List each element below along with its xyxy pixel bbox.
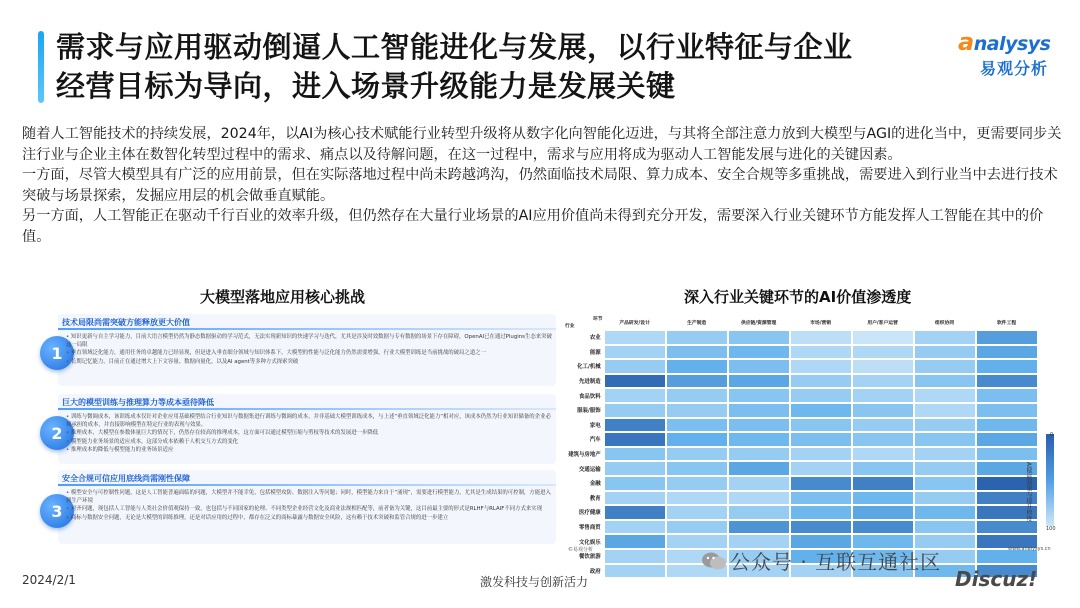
heatmap-cell <box>976 447 1038 462</box>
heatmap-cell <box>976 374 1038 389</box>
challenge-heading: 技术局限尚需突破方能释放更大价值 <box>62 318 190 327</box>
heatmap-cell <box>976 345 1038 360</box>
heatmap-cell <box>852 418 914 433</box>
challenge-body: • 知识更新与自主学习能力，目前大语言模型仍然为静态数据驱动的学习范式，无法实现新知识的快速学习与迭代，尤其是涉及时效数据与专有数据的场景下存在障碍，OpenAI已在通过Plugins生态来突破这一局限 • 垂直领域泛化能力，通用任务的卓越能力已经显现，但是进入垂直细分领域与知识体系下，大模型的性能与泛化能力仍然需要增强，行业大模型训练是当前挑战的破局之道之一 • 长期记忆能力，目前正在通过增大上下文容量、数据向量化，以及AI agent等多种方式探索突破 <box>66 333 554 366</box>
heatmap-cell <box>666 491 728 506</box>
heatmap-cell <box>790 359 852 374</box>
intro-text <box>22 124 1062 248</box>
heatmap-cell <box>666 461 728 476</box>
heatmap-cell <box>914 388 976 403</box>
heatmap-cell <box>604 534 666 549</box>
heatmap-row-label: 餐饮旅游 <box>579 554 601 561</box>
footer-date: 2024/2/1 <box>22 573 76 587</box>
heatmap-row-label: 农业 <box>589 335 601 342</box>
heatmap-cell <box>604 549 666 564</box>
heatmap-cell <box>914 359 976 374</box>
heatmap-cell <box>728 491 790 506</box>
heatmap-row-label: 金融 <box>589 481 601 488</box>
heatmap-row-label: 建筑与房地产 <box>568 452 601 459</box>
heatmap-column-label: 供应链/资源管理 <box>740 320 777 326</box>
challenges-panel <box>38 314 560 544</box>
number-badge: 3 <box>40 494 74 528</box>
heatmap-cell <box>728 418 790 433</box>
page-title-line2: 经营目标为导向，进入场景升级能力是发展关键 <box>56 69 676 103</box>
heatmap-cell <box>666 432 728 447</box>
heatmap-cell <box>790 403 852 418</box>
title-accent-bar <box>38 31 44 103</box>
heatmap-cell <box>666 359 728 374</box>
wechat-icon <box>701 551 727 571</box>
heatmap-cell <box>604 505 666 520</box>
heatmap-column-label: 市场/营销 <box>810 320 832 326</box>
heatmap-cell <box>604 418 666 433</box>
heatmap-cell <box>604 491 666 506</box>
right-panel-title: 深入行业关键环节的AI价值渗透度 <box>684 288 912 306</box>
heatmap-cell <box>790 330 852 345</box>
heatmap-cell <box>604 476 666 491</box>
heatmap-row-label: 教育 <box>589 495 601 502</box>
heatmap-row-label: 能源 <box>589 349 601 356</box>
challenge-body: • 训练与微调成本，该训练成本仅针对企业应用基础模型结合行业知识与数据集进行训练与微调的成本，并非基础大模型训练成本，与上述“垂直领域泛化能力”相对应，该成本仍然为行业知识储备的企业必须承担的成本，并直接影响模型在特定行业的表现与效果。 • 推理成本，大模型在参数体量巨大的情况下，仍然存在较高的推理成本，这方面可以通过模型压缩与剪枝等技术的发展进一步降低 • 模型能力业务场景的适应成本，这部分成本依赖于人机交互方式的变化 • 推理成本的降低与模型能力的业务场景适应 <box>66 413 554 454</box>
heatmap-cell <box>604 359 666 374</box>
heatmap-column-label: 组织协同 <box>935 320 955 326</box>
heatmap-cell <box>914 491 976 506</box>
heatmap-cell <box>728 461 790 476</box>
heatmap-cell <box>914 432 976 447</box>
heatmap-cell <box>728 388 790 403</box>
heatmap-cell <box>728 520 790 535</box>
heatmap-cell <box>852 491 914 506</box>
heatmap-row-label: 食品饮料 <box>579 393 601 400</box>
heatmap-cell <box>790 345 852 360</box>
challenge-body: • 模型安全与可控制性问题，这是人工智能普遍面临的问题，大模型并不能幸免，包括模型攻防、数据注入等问题；同时，模型能力来自于“涌现”，需要进行模型能力，尤其是生成结果的可控制，方能进入到生产环境 • 对齐问题，现包括人工智能与人类社会价值观保持一致，也包括与不同国家的伦理、不同类型企业经营文化及商业法规相匹配等，前者备为关键，这目前最主要的形式是RLHF与RLAIF不同方式来实现 • 商标与数据安全问题，无论是大模型的训练推理，还是对话应用的过程中，都存在泛义的商标暴露与数据安全风险，这有赖于技术突破和监管合规的进一步建立 <box>66 489 554 522</box>
challenge-group-1 <box>38 314 560 386</box>
heatmap-cell <box>790 374 852 389</box>
heatmap-cell <box>604 403 666 418</box>
heatmap-row-label: 政府 <box>589 568 601 575</box>
heatmap-cell <box>914 345 976 360</box>
heatmap-cell <box>604 330 666 345</box>
heatmap-cell <box>914 476 976 491</box>
heatmap-cell <box>790 476 852 491</box>
heatmap-cell <box>976 330 1038 345</box>
heatmap-cell <box>914 447 976 462</box>
heatmap-cell <box>666 505 728 520</box>
heatmap-cell <box>790 418 852 433</box>
heatmap-cell <box>852 359 914 374</box>
heatmap-row-label: 文化娱乐 <box>579 539 601 546</box>
heatmap-cell <box>976 418 1038 433</box>
heatmap-cell <box>666 388 728 403</box>
heatmap-column-label: 用户/客户运营 <box>867 320 898 326</box>
heatmap-row-label: 先进制造 <box>579 379 601 386</box>
number-badge: 1 <box>40 336 74 370</box>
heatmap-cell <box>976 359 1038 374</box>
challenge-heading: 巨大的模型训练与推理算力等成本亟待降低 <box>62 398 214 407</box>
challenge-group-3 <box>38 470 560 544</box>
heatmap-cell <box>728 403 790 418</box>
heatmap-cell <box>728 505 790 520</box>
heatmap-cell <box>728 447 790 462</box>
heatmap-cell <box>852 374 914 389</box>
heatmap-cell <box>604 432 666 447</box>
heatmap-cell <box>666 476 728 491</box>
heatmap-cell <box>852 505 914 520</box>
heatmap-cell <box>666 374 728 389</box>
heatmap-row-label: 服装/服饰 <box>577 408 601 415</box>
heatmap-table <box>564 314 1038 578</box>
challenge-heading: 安全合规可信应用底线尚需刚性保障 <box>62 474 190 483</box>
heatmap-cell <box>604 520 666 535</box>
heatmap-cell <box>790 432 852 447</box>
heatmap-cell <box>976 403 1038 418</box>
heatmap-cell <box>852 461 914 476</box>
heatmap-row-label: 家电 <box>589 422 601 429</box>
heatmap-cell <box>790 505 852 520</box>
number-badge: 2 <box>40 416 74 450</box>
intro-paragraph: 随着人工智能技术的持续发展，2024年，以AI为核心技术赋能行业转型升级将从数字化向智能化迈进，与其将全部注意力放到大模型与AGI的进化当中，更需要同步关注行业与企业主体在数智化转型过程中的需求、痛点以及待解问题，在这一过程中，需求与应用将成为驱动人工智能发展与进化的关键因素。 <box>22 126 1062 163</box>
heatmap-corner: 环节 行业 <box>565 317 603 329</box>
heatmap-cell <box>604 388 666 403</box>
heatmap-cell <box>604 374 666 389</box>
heatmap-cell <box>852 403 914 418</box>
heatmap-cell <box>666 520 728 535</box>
legend-title: AI赋能效果与提升程度 <box>1025 462 1032 522</box>
heatmap-cell <box>976 388 1038 403</box>
heatmap-cell <box>728 345 790 360</box>
heatmap-cell <box>666 418 728 433</box>
intro-paragraph: 一方面，尽管大模型具有广泛的应用前景，但在实际落地过程中尚未跨越鸿沟，仍然面临技术局限、算力成本、安全合规等多重挑战，需要进入到行业当中去进行技术突破与场景探索，发掘应用层的机会做垂直赋能。 <box>22 167 1058 204</box>
heatmap-cell <box>852 447 914 462</box>
heatmap-row-label: 交通运输 <box>579 466 601 473</box>
heatmap-cell <box>914 461 976 476</box>
heatmap-cell <box>728 359 790 374</box>
heatmap-cell <box>728 330 790 345</box>
heatmap-cell <box>914 418 976 433</box>
heatmap-cell <box>852 520 914 535</box>
footer-slogan: 激发科技与创新活力 <box>480 575 589 589</box>
analysys-logo <box>958 28 1058 80</box>
heatmap-cell <box>604 447 666 462</box>
heatmap-cell <box>790 447 852 462</box>
heatmap-cell <box>666 534 728 549</box>
legend-top-label: 0 <box>1050 432 1054 438</box>
heatmap-column-label: 产品研发/设计 <box>619 320 650 326</box>
heatmap-cell <box>728 476 790 491</box>
heatmap-cell <box>852 388 914 403</box>
heatmap-cell <box>728 432 790 447</box>
heatmap-cell <box>604 345 666 360</box>
heatmap-cell <box>666 345 728 360</box>
heatmap-cell <box>914 520 976 535</box>
heatmap-cell <box>666 447 728 462</box>
heatmap-cell <box>666 403 728 418</box>
heatmap-cell <box>790 491 852 506</box>
page-title <box>56 28 916 106</box>
challenge-group-2 <box>38 394 560 464</box>
heatmap-cell <box>914 505 976 520</box>
heatmap-cell <box>790 461 852 476</box>
heatmap-column-label: 生产制造 <box>687 320 707 326</box>
heatmap-cell <box>790 388 852 403</box>
heatmap-row-label: 化工/机械 <box>577 364 601 371</box>
logo-english: analysys <box>958 28 1051 56</box>
intro-paragraph: 另一方面，人工智能正在驱动千行百业的效率升级，但仍然存在大量行业场景的AI应用价值尚未得到充分开发，需要深入行业关键环节方能发挥人工智能在其中的价值。 <box>22 208 1044 245</box>
heatmap-cell <box>728 374 790 389</box>
heatmap-row-label: 零售商贸 <box>579 525 601 532</box>
left-panel-title: 大模型落地应用核心挑战 <box>200 288 366 306</box>
heatmap-cell <box>852 432 914 447</box>
heatmap-row-label: 汽车 <box>589 437 601 444</box>
heatmap-cell <box>914 403 976 418</box>
heatmap-cell <box>976 432 1038 447</box>
source-note: ©易观分析 <box>568 547 594 553</box>
legend-bottom-label: 100 <box>1046 526 1056 532</box>
page-title-line1: 需求与应用驱动倒逼人工智能进化与发展，以行业特征与企业 <box>56 30 853 64</box>
heatmap-cell <box>852 330 914 345</box>
discuz-watermark: Discuz! <box>955 567 1038 591</box>
heatmap-cell <box>666 330 728 345</box>
watermark-text: 公众号 · 互联互通社区 <box>730 550 942 574</box>
heatmap-column-label: 软件工程 <box>997 320 1017 326</box>
source-url: www.analysys.cn <box>1008 546 1051 552</box>
logo-chinese: 易观分析 <box>980 59 1049 78</box>
heatmap-row-label: 医疗健康 <box>579 510 601 517</box>
heatmap-cell <box>790 520 852 535</box>
heatmap-cell <box>604 461 666 476</box>
heatmap-cell <box>604 564 666 579</box>
heatmap-cell <box>914 374 976 389</box>
heatmap-legend-bar <box>1046 434 1054 526</box>
heatmap-cell <box>914 330 976 345</box>
heatmap-cell <box>852 345 914 360</box>
heatmap-cell <box>852 476 914 491</box>
